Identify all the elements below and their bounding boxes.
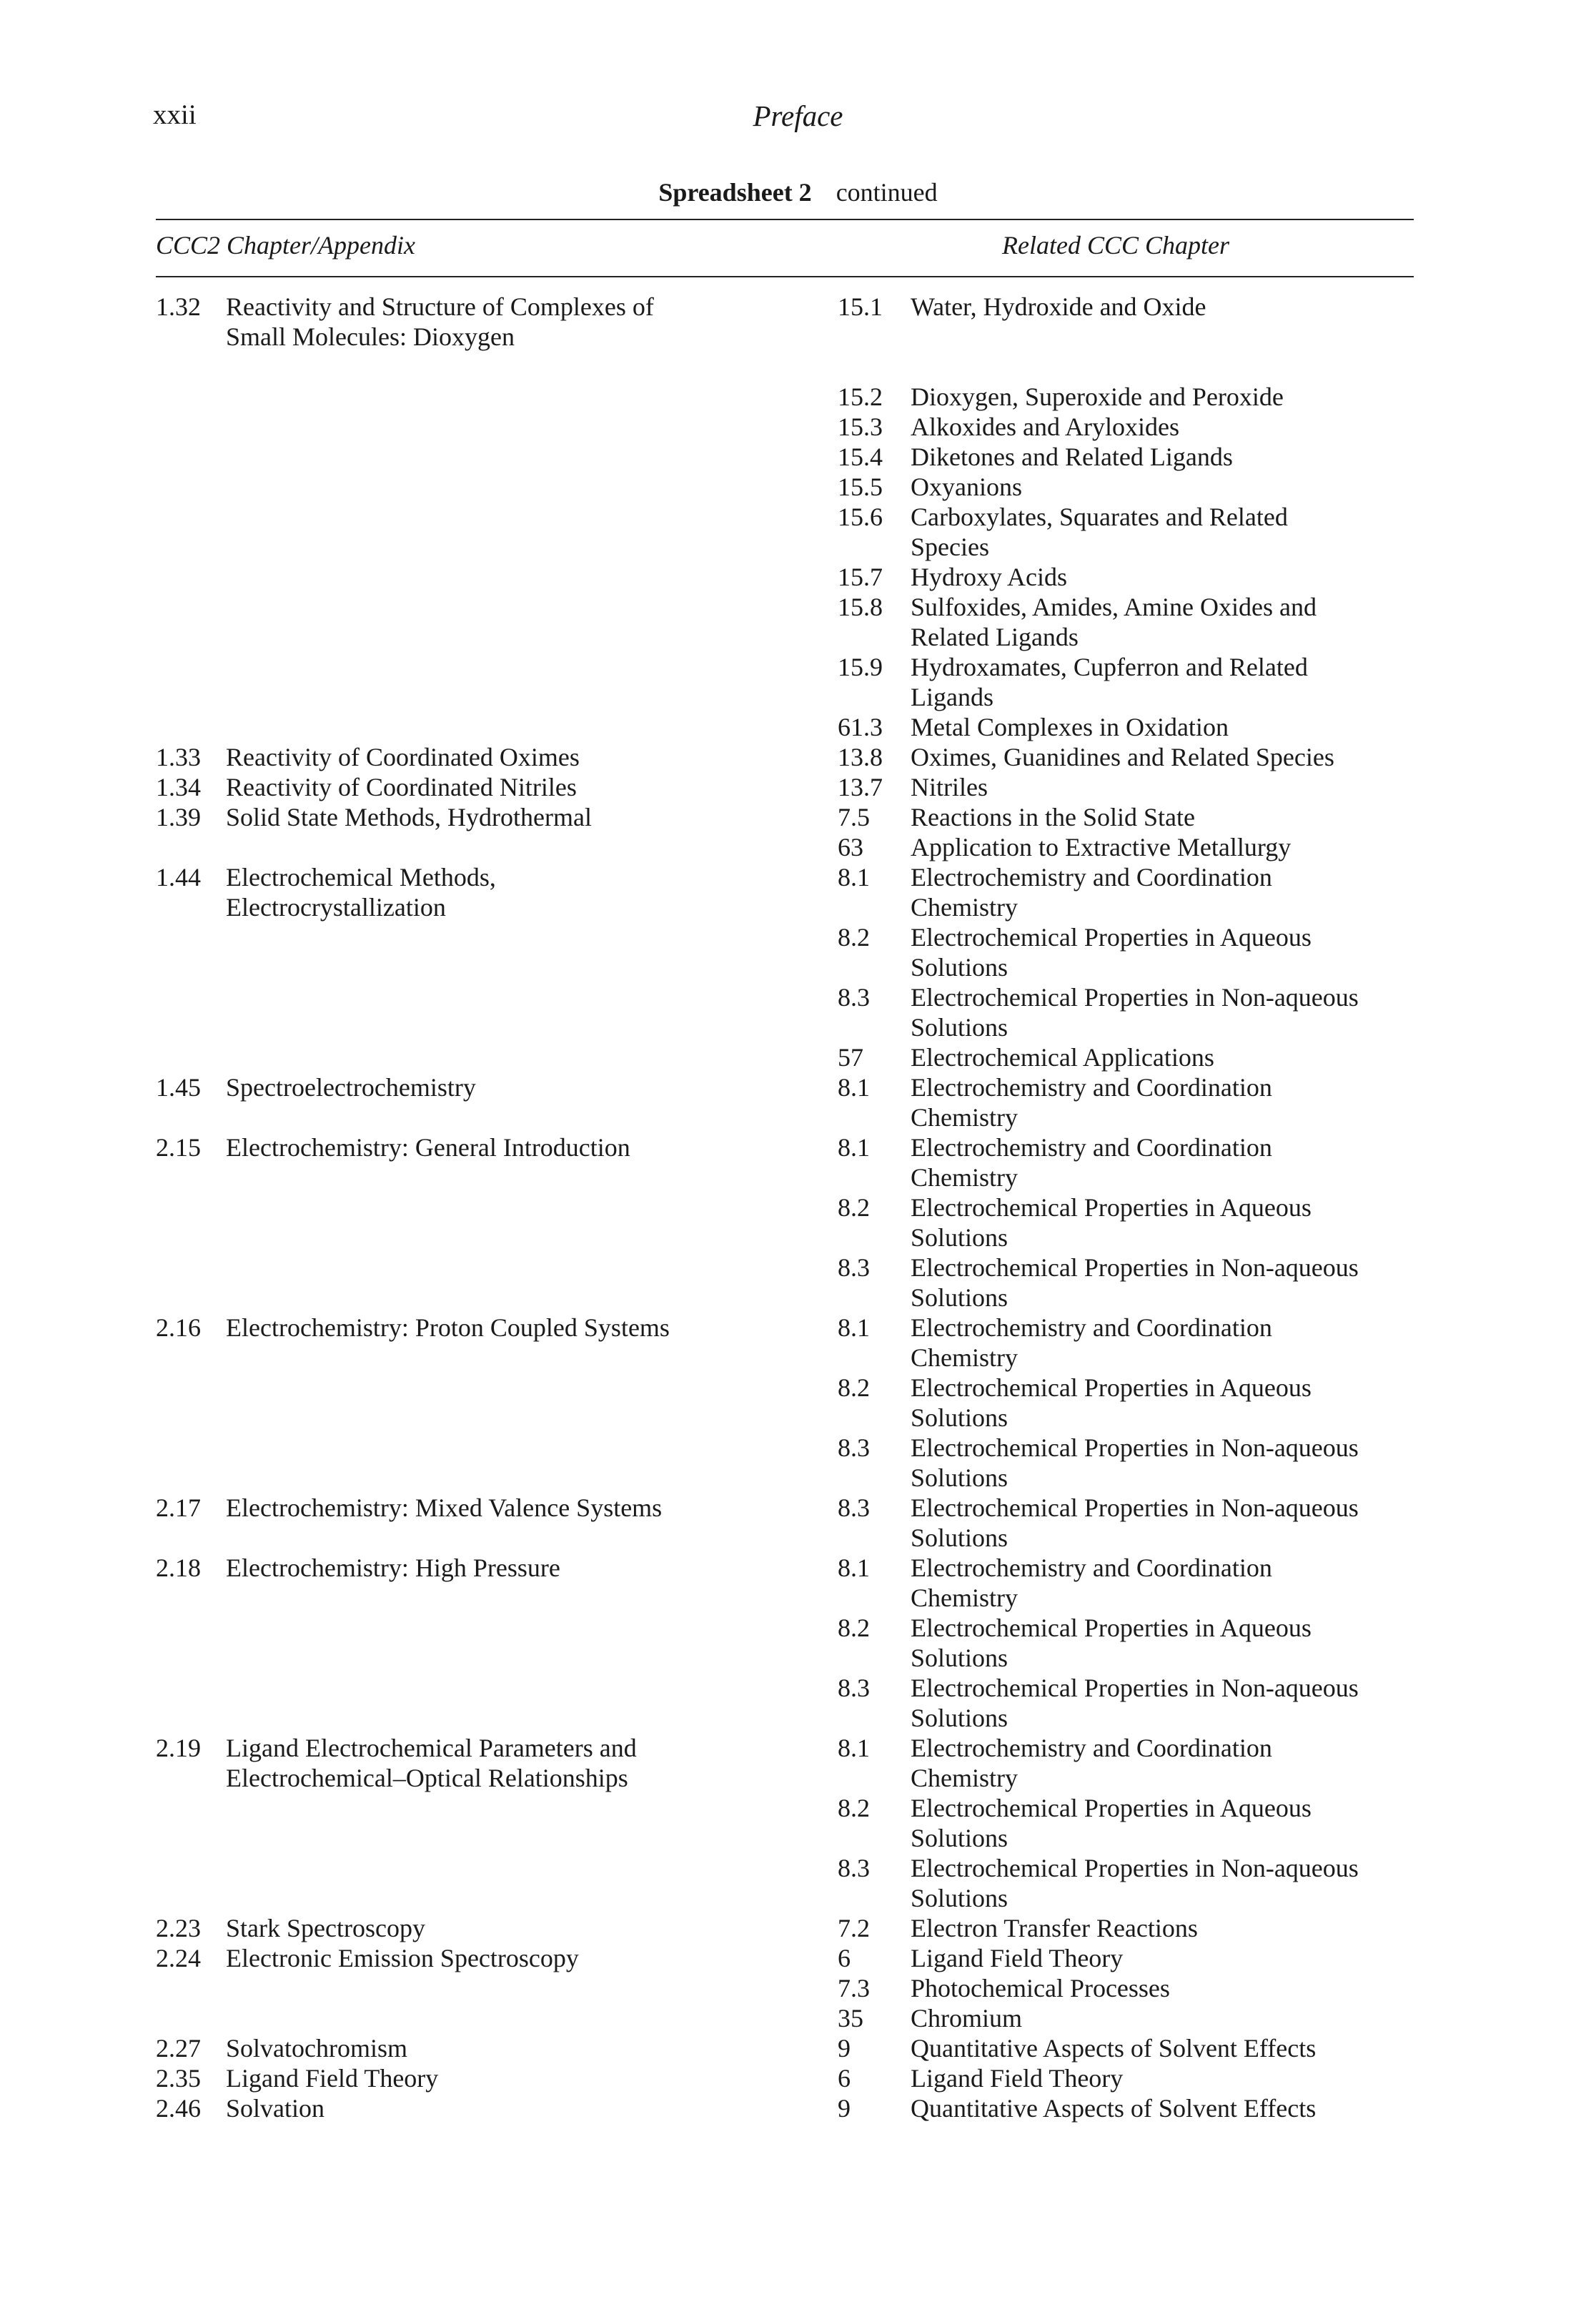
ccc2-chapter-title: Electrochemical Methods, xyxy=(226,863,496,891)
related-chapter-number: 8.3 xyxy=(838,1674,870,1702)
related-chapter-number: 8.2 xyxy=(838,1373,870,1402)
related-chapter-number: 6 xyxy=(838,1944,851,1972)
ccc2-chapter-number: 2.46 xyxy=(156,2094,201,2123)
related-chapter-title: Water, Hydroxide and Oxide xyxy=(911,292,1206,321)
ccc2-chapter-number: 1.39 xyxy=(156,803,201,831)
related-chapter-title: Electrochemistry and Coordination xyxy=(911,863,1272,891)
table-row xyxy=(0,2063,1596,2093)
table-row xyxy=(0,562,1596,592)
ccc2-chapter-number: 1.32 xyxy=(156,292,201,321)
table-row xyxy=(0,2003,1596,2033)
table-row xyxy=(0,1072,1596,1132)
related-chapter-title-cont: Chemistry xyxy=(911,1343,1018,1372)
ccc2-chapter-title: Spectroelectrochemistry xyxy=(226,1073,476,1102)
ccc2-chapter-number: 2.27 xyxy=(156,2034,201,2063)
table-row xyxy=(0,742,1596,772)
table-body xyxy=(0,292,1596,2123)
table-row xyxy=(0,292,1596,382)
related-chapter-title: Quantitative Aspects of Solvent Effects xyxy=(911,2094,1317,2123)
running-head: Preface xyxy=(753,99,843,132)
related-chapter-title: Ligand Field Theory xyxy=(911,1944,1124,1972)
ccc2-chapter-title: Stark Spectroscopy xyxy=(226,1914,425,1942)
table-row xyxy=(0,1613,1596,1673)
related-chapter-title-cont: Solutions xyxy=(911,1223,1008,1252)
related-chapter-title: Electrochemistry and Coordination xyxy=(911,1133,1272,1162)
related-chapter-number: 8.1 xyxy=(838,863,870,891)
ccc2-chapter-number: 2.24 xyxy=(156,1944,201,1972)
table-row xyxy=(0,442,1596,472)
related-chapter-title-cont: Solutions xyxy=(911,953,1008,982)
ccc2-chapter-title-cont: Electrochemical–Optical Relationships xyxy=(226,1764,628,1792)
table-header-rule xyxy=(156,276,1414,277)
related-chapter-number: 8.3 xyxy=(838,1854,870,1882)
ccc2-chapter-title: Electrochemistry: High Pressure xyxy=(226,1553,560,1582)
related-chapter-title: Electrochemical Properties in Aqueous xyxy=(911,1794,1312,1822)
table-row xyxy=(0,1042,1596,1072)
related-chapter-title: Reactions in the Solid State xyxy=(911,803,1195,831)
related-chapter-number: 15.9 xyxy=(838,653,883,681)
table-row xyxy=(0,1192,1596,1253)
ccc2-chapter-title: Solvation xyxy=(226,2094,325,2123)
table-row xyxy=(0,1673,1596,1733)
related-chapter-title-cont: Solutions xyxy=(911,1704,1008,1732)
related-chapter-number: 8.3 xyxy=(838,983,870,1012)
related-chapter-title: Electrochemistry and Coordination xyxy=(911,1553,1272,1582)
related-chapter-number: 7.2 xyxy=(838,1914,870,1942)
related-chapter-title: Hydroxamates, Cupferron and Related xyxy=(911,653,1308,681)
table-row xyxy=(0,592,1596,652)
related-chapter-title: Electron Transfer Reactions xyxy=(911,1914,1198,1942)
related-chapter-title: Photochemical Processes xyxy=(911,1974,1170,2002)
related-chapter-number: 8.2 xyxy=(838,923,870,952)
table-row xyxy=(0,1943,1596,1973)
table-caption-note: continued xyxy=(836,178,938,207)
related-chapter-title: Electrochemistry and Coordination xyxy=(911,1073,1272,1102)
ccc2-chapter-number: 2.18 xyxy=(156,1553,201,1582)
related-chapter-title: Oximes, Guanidines and Related Species xyxy=(911,743,1334,771)
related-chapter-title: Electrochemistry and Coordination xyxy=(911,1734,1272,1762)
related-chapter-number: 15.8 xyxy=(838,593,883,621)
ccc2-chapter-title: Reactivity of Coordinated Oximes xyxy=(226,743,580,771)
ccc2-chapter-number: 2.16 xyxy=(156,1313,201,1342)
related-chapter-title: Hydroxy Acids xyxy=(911,563,1067,591)
related-chapter-title-cont: Solutions xyxy=(911,1403,1008,1432)
ccc2-chapter-title: Reactivity of Coordinated Nitriles xyxy=(226,773,577,801)
related-chapter-title: Application to Extractive Metallurgy xyxy=(911,833,1292,861)
related-chapter-number: 8.3 xyxy=(838,1253,870,1282)
related-chapter-title: Electrochemical Properties in Aqueous xyxy=(911,1373,1312,1402)
related-chapter-title: Oxyanions xyxy=(911,473,1022,501)
table-row xyxy=(0,1253,1596,1313)
table-row xyxy=(0,652,1596,712)
table-row xyxy=(0,1733,1596,1793)
table-row xyxy=(0,382,1596,412)
related-chapter-number: 9 xyxy=(838,2094,851,2123)
related-chapter-title: Electrochemical Properties in Aqueous xyxy=(911,1614,1312,1642)
ccc2-chapter-title: Reactivity and Structure of Complexes of xyxy=(226,292,654,321)
related-chapter-number: 57 xyxy=(838,1043,863,1072)
table-row xyxy=(0,802,1596,832)
table-caption xyxy=(0,177,1596,207)
ccc2-chapter-title: Electrochemistry: General Introduction xyxy=(226,1133,630,1162)
ccc2-chapter-title: Electronic Emission Spectroscopy xyxy=(226,1944,579,1972)
related-chapter-title-cont: Solutions xyxy=(911,1644,1008,1672)
table-row xyxy=(0,2033,1596,2063)
related-chapter-title-cont: Solutions xyxy=(911,1824,1008,1852)
table-row xyxy=(0,712,1596,742)
related-chapter-number: 8.1 xyxy=(838,1133,870,1162)
table-caption-label: Spreadsheet 2 xyxy=(658,178,812,207)
page-number: xxii xyxy=(153,99,197,130)
column-header-related-ccc: Related CCC Chapter xyxy=(1002,231,1229,260)
table-row xyxy=(0,832,1596,862)
related-chapter-title: Quantitative Aspects of Solvent Effects xyxy=(911,2034,1317,2063)
related-chapter-title: Carboxylates, Squarates and Related xyxy=(911,503,1288,531)
table-row xyxy=(0,1973,1596,2003)
table-row xyxy=(0,412,1596,442)
ccc2-chapter-number: 1.44 xyxy=(156,863,201,891)
related-chapter-number: 15.4 xyxy=(838,443,883,471)
related-chapter-title-cont: Ligands xyxy=(911,683,993,711)
related-chapter-title: Electrochemical Properties in Aqueous xyxy=(911,1193,1312,1222)
ccc2-chapter-number: 2.19 xyxy=(156,1734,201,1762)
related-chapter-number: 9 xyxy=(838,2034,851,2063)
table-row xyxy=(0,1132,1596,1192)
related-chapter-title: Electrochemical Properties in Non-aqueous xyxy=(911,1253,1359,1282)
related-chapter-number: 15.5 xyxy=(838,473,883,501)
column-header-ccc2: CCC2 Chapter/Appendix xyxy=(156,231,415,260)
related-chapter-title: Electrochemical Properties in Non-aqueous xyxy=(911,1674,1359,1702)
ccc2-chapter-title: Ligand Electrochemical Parameters and xyxy=(226,1734,637,1762)
related-chapter-number: 15.6 xyxy=(838,503,883,531)
ccc2-chapter-number: 1.45 xyxy=(156,1073,201,1102)
related-chapter-title: Electrochemical Properties in Non-aqueous xyxy=(911,1493,1359,1522)
ccc2-chapter-title: Electrochemistry: Proton Coupled Systems xyxy=(226,1313,670,1342)
ccc2-chapter-number: 2.23 xyxy=(156,1914,201,1942)
table-row xyxy=(0,1793,1596,1853)
related-chapter-title: Alkoxides and Aryloxides xyxy=(911,413,1179,441)
related-chapter-number: 15.1 xyxy=(838,292,883,321)
related-chapter-number: 15.2 xyxy=(838,382,883,411)
ccc2-chapter-number: 1.34 xyxy=(156,773,201,801)
related-chapter-title-cont: Related Ligands xyxy=(911,623,1079,651)
related-chapter-title: Sulfoxides, Amides, Amine Oxides and xyxy=(911,593,1317,621)
related-chapter-number: 15.3 xyxy=(838,413,883,441)
related-chapter-title: Electrochemical Properties in Non-aqueous xyxy=(911,1433,1359,1462)
related-chapter-title-cont: Chemistry xyxy=(911,1764,1018,1792)
related-chapter-title-cont: Solutions xyxy=(911,1283,1008,1312)
ccc2-chapter-title: Solid State Methods, Hydrothermal xyxy=(226,803,592,831)
ccc2-chapter-number: 2.35 xyxy=(156,2064,201,2093)
related-chapter-number: 8.2 xyxy=(838,1614,870,1642)
ccc2-chapter-title-cont: Electrocrystallization xyxy=(226,893,446,922)
related-chapter-title: Electrochemical Properties in Non-aqueous xyxy=(911,1854,1359,1882)
table-row xyxy=(0,472,1596,502)
related-chapter-title: Electrochemistry and Coordination xyxy=(911,1313,1272,1342)
ccc2-chapter-number: 2.15 xyxy=(156,1133,201,1162)
table-row xyxy=(0,922,1596,982)
table-row xyxy=(0,862,1596,922)
table-row xyxy=(0,1913,1596,1943)
related-chapter-title-cont: Solutions xyxy=(911,1884,1008,1912)
related-chapter-number: 63 xyxy=(838,833,863,861)
related-chapter-title-cont: Solutions xyxy=(911,1523,1008,1552)
related-chapter-title: Electrochemical Properties in Aqueous xyxy=(911,923,1312,952)
related-chapter-number: 8.1 xyxy=(838,1553,870,1582)
table-row xyxy=(0,982,1596,1042)
ccc2-chapter-title: Solvatochromism xyxy=(226,2034,407,2063)
related-chapter-title-cont: Solutions xyxy=(911,1463,1008,1492)
table-top-rule xyxy=(156,219,1414,220)
related-chapter-title-cont: Chemistry xyxy=(911,1103,1018,1132)
related-chapter-number: 7.5 xyxy=(838,803,870,831)
table-row xyxy=(0,502,1596,562)
related-chapter-number: 8.2 xyxy=(838,1193,870,1222)
related-chapter-title-cont: Species xyxy=(911,533,989,561)
related-chapter-number: 13.7 xyxy=(838,773,883,801)
table-row xyxy=(0,1493,1596,1553)
ccc2-chapter-title: Ligand Field Theory xyxy=(226,2064,439,2093)
table-row xyxy=(0,2093,1596,2123)
table-row xyxy=(0,772,1596,802)
related-chapter-title: Electrochemical Properties in Non-aqueous xyxy=(911,983,1359,1012)
table-row xyxy=(0,1853,1596,1913)
table-row xyxy=(0,1373,1596,1433)
related-chapter-title: Dioxygen, Superoxide and Peroxide xyxy=(911,382,1284,411)
ccc2-chapter-title: Electrochemistry: Mixed Valence Systems xyxy=(226,1493,663,1522)
related-chapter-number: 13.8 xyxy=(838,743,883,771)
related-chapter-title-cont: Chemistry xyxy=(911,1584,1018,1612)
related-chapter-title-cont: Solutions xyxy=(911,1013,1008,1042)
related-chapter-number: 8.1 xyxy=(838,1313,870,1342)
related-chapter-number: 35 xyxy=(838,2004,863,2032)
related-chapter-number: 8.2 xyxy=(838,1794,870,1822)
related-chapter-number: 61.3 xyxy=(838,713,883,741)
related-chapter-title: Ligand Field Theory xyxy=(911,2064,1124,2093)
ccc2-chapter-title-cont: Small Molecules: Dioxygen xyxy=(226,322,515,351)
related-chapter-title: Diketones and Related Ligands xyxy=(911,443,1233,471)
table-row xyxy=(0,1433,1596,1493)
table-row xyxy=(0,1313,1596,1373)
related-chapter-number: 8.3 xyxy=(838,1493,870,1522)
related-chapter-title-cont: Chemistry xyxy=(911,1163,1018,1192)
related-chapter-number: 6 xyxy=(838,2064,851,2093)
related-chapter-number: 15.7 xyxy=(838,563,883,591)
related-chapter-title: Metal Complexes in Oxidation xyxy=(911,713,1229,741)
related-chapter-title-cont: Chemistry xyxy=(911,893,1018,922)
related-chapter-title: Nitriles xyxy=(911,773,988,801)
table-row xyxy=(0,1553,1596,1613)
related-chapter-number: 7.3 xyxy=(838,1974,870,2002)
related-chapter-number: 8.1 xyxy=(838,1073,870,1102)
related-chapter-number: 8.1 xyxy=(838,1734,870,1762)
related-chapter-title: Electrochemical Applications xyxy=(911,1043,1214,1072)
ccc2-chapter-number: 2.17 xyxy=(156,1493,201,1522)
related-chapter-number: 8.3 xyxy=(838,1433,870,1462)
ccc2-chapter-number: 1.33 xyxy=(156,743,201,771)
related-chapter-title: Chromium xyxy=(911,2004,1023,2032)
